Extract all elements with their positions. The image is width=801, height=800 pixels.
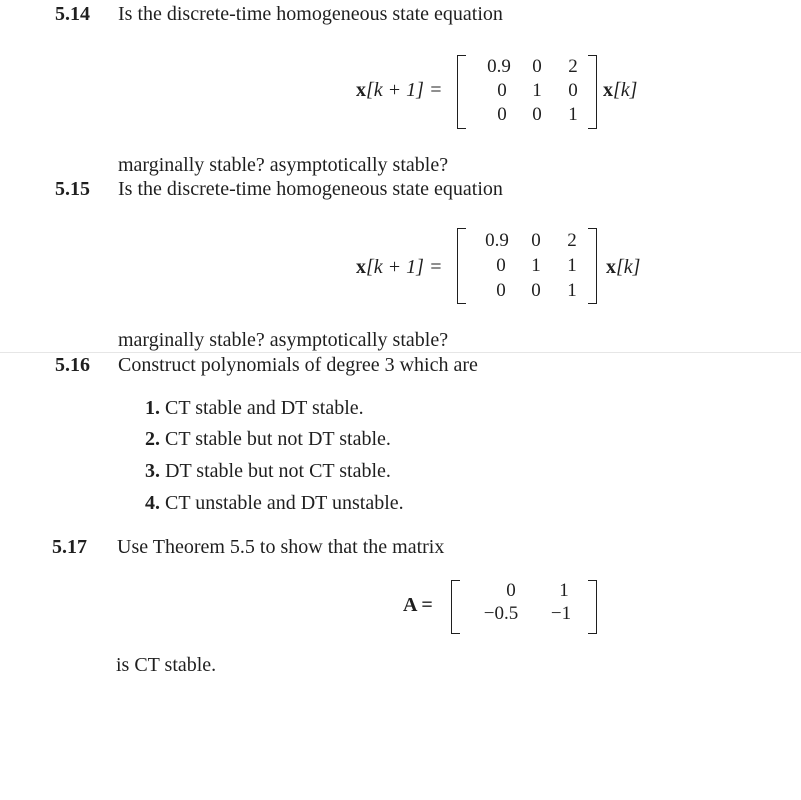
matrix-cell: −0.5 — [483, 603, 519, 624]
equation-rhs-index: [k] — [616, 256, 641, 278]
problem-number: 5.16 — [55, 354, 90, 376]
matrix-cell: 2 — [567, 230, 577, 251]
problem-prompt: Is the discrete-time homogeneous state equation — [118, 178, 503, 200]
problem-followup: marginally stable? asymptotically stable? — [118, 329, 449, 351]
equation-lhs-index: [k + 1] = — [366, 256, 443, 278]
matrix-cell: 0 — [531, 280, 541, 301]
right-bracket — [588, 228, 597, 304]
list-item-number: 3. — [145, 460, 160, 482]
list-item-number: 2. — [145, 428, 160, 450]
matrix-cell: 1 — [567, 255, 577, 276]
problem-number: 5.17 — [52, 536, 87, 558]
system-matrix — [457, 55, 597, 129]
system-matrix — [457, 228, 597, 304]
list-item-text: CT stable and DT stable. — [165, 397, 364, 419]
equation-lhs-index: [k + 1] = — [366, 79, 443, 101]
problem-number: 5.15 — [55, 178, 90, 200]
list-item — [145, 397, 364, 420]
problem-followup: marginally stable? asymptotically stable? — [118, 154, 449, 176]
problem-prompt: Construct polynomials of degree 3 which are — [118, 354, 478, 376]
matrix-cell: 2 — [568, 56, 578, 77]
list-item — [145, 492, 404, 515]
scan-seam — [0, 352, 801, 353]
matrix-cell: 0 — [532, 104, 542, 125]
matrix-cell: 0.9 — [487, 56, 511, 77]
state-vector-symbol: x — [603, 79, 613, 101]
right-bracket — [588, 55, 597, 129]
matrix-cell: 1 — [559, 580, 569, 601]
problem-prompt: Is the discrete-time homogeneous state equation — [118, 3, 503, 25]
matrix-cell: 0 — [497, 80, 507, 101]
matrix-cell: 0 — [531, 230, 541, 251]
matrix-cell: 0 — [568, 80, 578, 101]
list-item-text: CT unstable and DT unstable. — [165, 492, 404, 514]
list-item-number: 1. — [145, 397, 160, 419]
list-item — [145, 428, 391, 451]
equation-rhs-index: [k] — [613, 79, 638, 101]
state-vector-symbol: x — [606, 256, 616, 278]
left-bracket — [457, 55, 466, 129]
matrix-cell: 1 — [531, 255, 541, 276]
state-vector-symbol: x — [356, 256, 366, 278]
matrix-cell: 1 — [568, 104, 578, 125]
list-item-number: 4. — [145, 492, 160, 514]
matrix-cell: 0 — [497, 104, 507, 125]
equation-rhs — [603, 79, 637, 102]
right-bracket — [588, 580, 597, 634]
state-vector-symbol: x — [356, 79, 366, 101]
problem-number: 5.14 — [55, 3, 90, 25]
matrix-cell: 0.9 — [485, 230, 509, 251]
equation-rhs — [606, 256, 640, 279]
matrix-cell: 0 — [532, 56, 542, 77]
problem-prompt: Use Theorem 5.5 to show that the matrix — [117, 536, 445, 558]
matrix-name: A = — [403, 594, 433, 616]
problem-followup: is CT stable. — [116, 654, 217, 676]
matrix-cell: 1 — [567, 280, 577, 301]
list-item — [145, 460, 391, 483]
left-bracket — [457, 228, 466, 304]
left-bracket — [451, 580, 460, 634]
equation-lhs — [356, 79, 442, 102]
list-item-text: CT stable but not DT stable. — [165, 428, 391, 450]
equation-lhs — [356, 256, 442, 279]
system-matrix — [451, 580, 597, 634]
matrix-cell: 1 — [532, 80, 542, 101]
matrix-cell: 0 — [496, 280, 506, 301]
matrix-cell: −1 — [550, 603, 572, 624]
list-item-text: DT stable but not CT stable. — [165, 460, 391, 482]
matrix-cell: 0 — [506, 580, 516, 601]
matrix-cell: 0 — [496, 255, 506, 276]
